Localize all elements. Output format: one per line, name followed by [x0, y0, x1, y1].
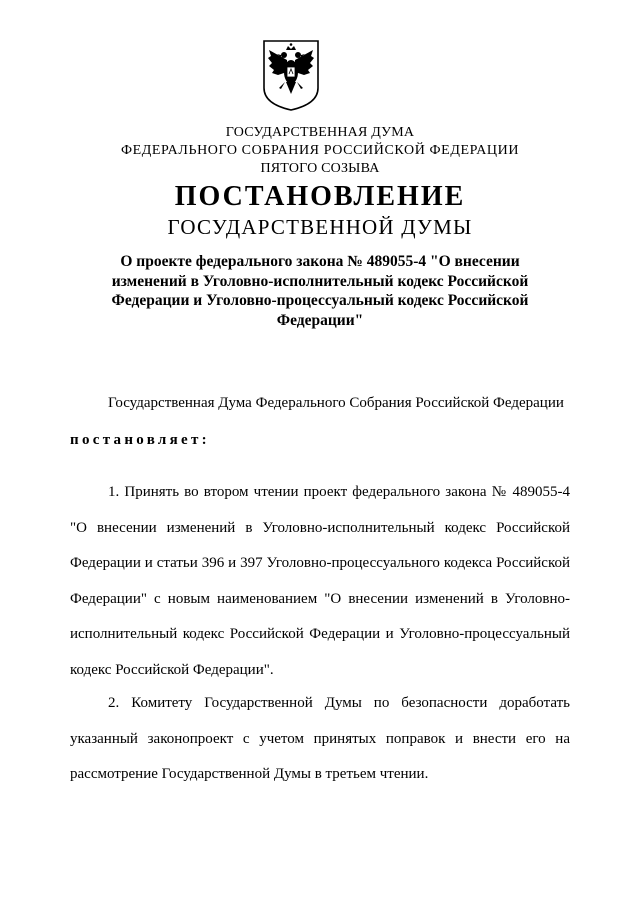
- document-type-title: ПОСТАНОВЛЕНИЕ: [174, 181, 466, 212]
- paragraph-2: 2. Комитету Государственной Думы по безопасности доработать указанный законопроект с учетом принятых поправок и внести его на рассмотрение Государственной Думы в третьем чтении.: [70, 695, 570, 782]
- convocation-line: ПЯТОГО СОЗЫВА: [260, 161, 380, 176]
- decree-word: постановляет:: [70, 432, 210, 448]
- coat-of-arms-icon: [261, 38, 321, 112]
- document-subject: О проекте федерального закона № 489055-4 "О внесении изменений в Уголовно-исполнительный кодекс Российской Федерации и Уголовно-процессуальный кодекс Российской Федерации": [111, 253, 529, 329]
- org-name-line-1: ГОСУДАРСТВЕННАЯ ДУМА: [225, 125, 415, 140]
- document-header: [0, 124, 640, 178]
- paragraph-1: 1. Принять во втором чтении проект федерального закона № 489055-4 "О внесении изменений в Уголовно-исполнительный кодекс Российской Федерации и статьи 396 и 397 Уголовно-процессуального кодекса Российской Федерации" с новым наименованием "О внесении изменений в Уголовно-исполнительный кодекс Российской Федерации и Уголовно-процессуальный кодекс Российской Федерации".: [70, 484, 570, 678]
- document-issuer: ГОСУДАРСТВЕННОЙ ДУМЫ: [167, 215, 473, 239]
- org-name-line-2: ФЕДЕРАЛЬНОГО СОБРАНИЯ РОССИЙСКОЙ ФЕДЕРАЦИИ: [120, 143, 520, 158]
- preamble-text: Государственная Дума Федерального Собрания Российской Федерации: [108, 395, 564, 411]
